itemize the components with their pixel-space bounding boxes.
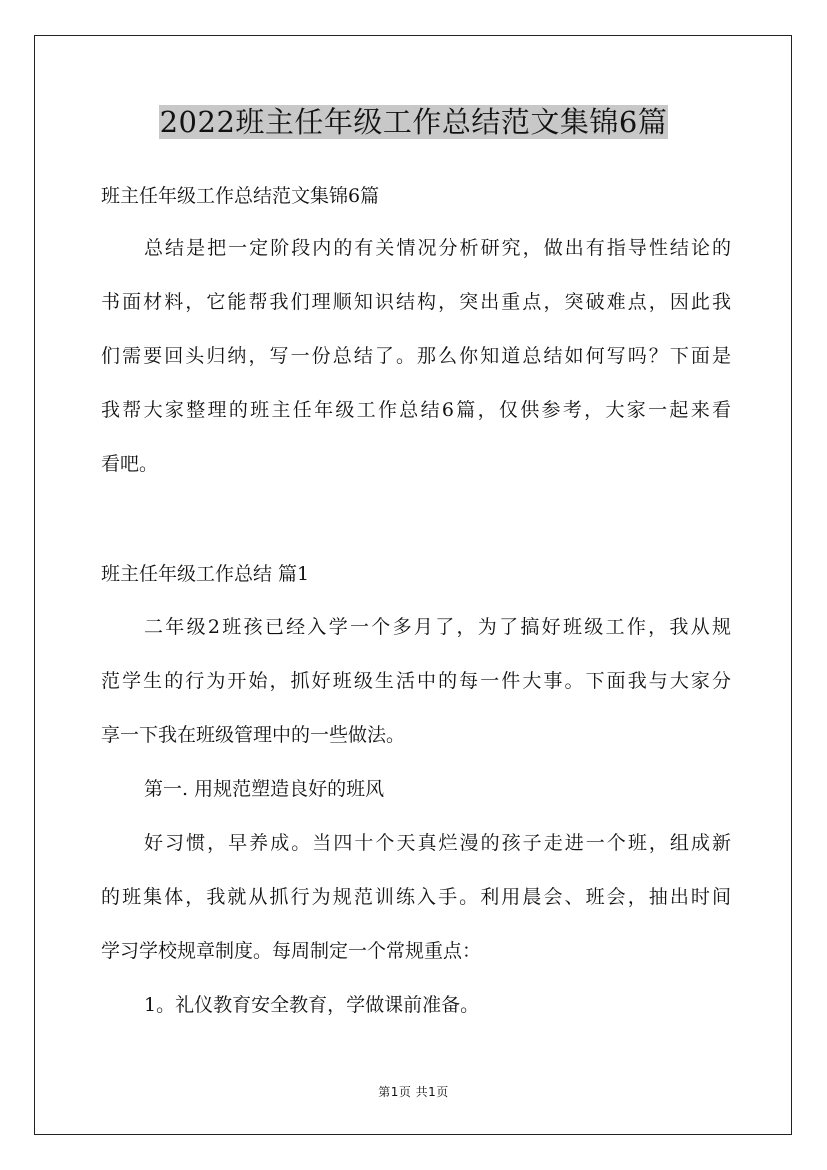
document-subtitle: 班主任年级工作总结范文集锦6篇 <box>101 185 380 207</box>
document-title-text: 2022班主任年级工作总结范文集锦6篇 <box>159 105 668 139</box>
section-heading: 班主任年级工作总结 篇1 <box>101 563 310 585</box>
point-heading: 第一. 用规范塑造良好的班风 <box>144 778 385 800</box>
intro-line-4: 我帮大家整理的班主任年级工作总结6篇，仅供参考，大家一起来看 <box>101 399 731 421</box>
intro-line-3: 们需要回头归纳，写一份总结了。那么你知道总结如何写吗？下面是 <box>101 345 731 367</box>
document-title <box>0 98 827 146</box>
intro-line-2: 书面材料，它能帮我们理顺知识结构，突出重点，突破难点，因此我 <box>101 291 731 313</box>
intro-line-5: 看吧。 <box>101 453 159 475</box>
list-item: 1。礼仪教育安全教育，学做课前准备。 <box>144 994 480 1016</box>
section-para-line-3: 享一下我在班级管理中的一些做法。 <box>101 724 406 746</box>
section-para-line-2: 范学生的行为开始，抓好班级生活中的每一件大事。下面我与大家分 <box>101 670 731 692</box>
page-number: 第1页 共1页 <box>378 1085 449 1099</box>
point-para-line-1: 好习惯，早养成。当四十个天真烂漫的孩子走进一个班，组成新 <box>144 832 731 854</box>
intro-line-1: 总结是把一定阶段内的有关情况分析研究，做出有指导性结论的 <box>144 237 731 259</box>
point-para-line-2: 的班集体，我就从抓行为规范训练入手。利用晨会、班会，抽出时间 <box>101 886 731 908</box>
point-para-line-3: 学习学校规章制度。每周制定一个常规重点： <box>101 940 482 962</box>
section-para-line-1: 二年级2班孩已经入学一个多月了，为了搞好班级工作，我从规 <box>144 616 731 638</box>
